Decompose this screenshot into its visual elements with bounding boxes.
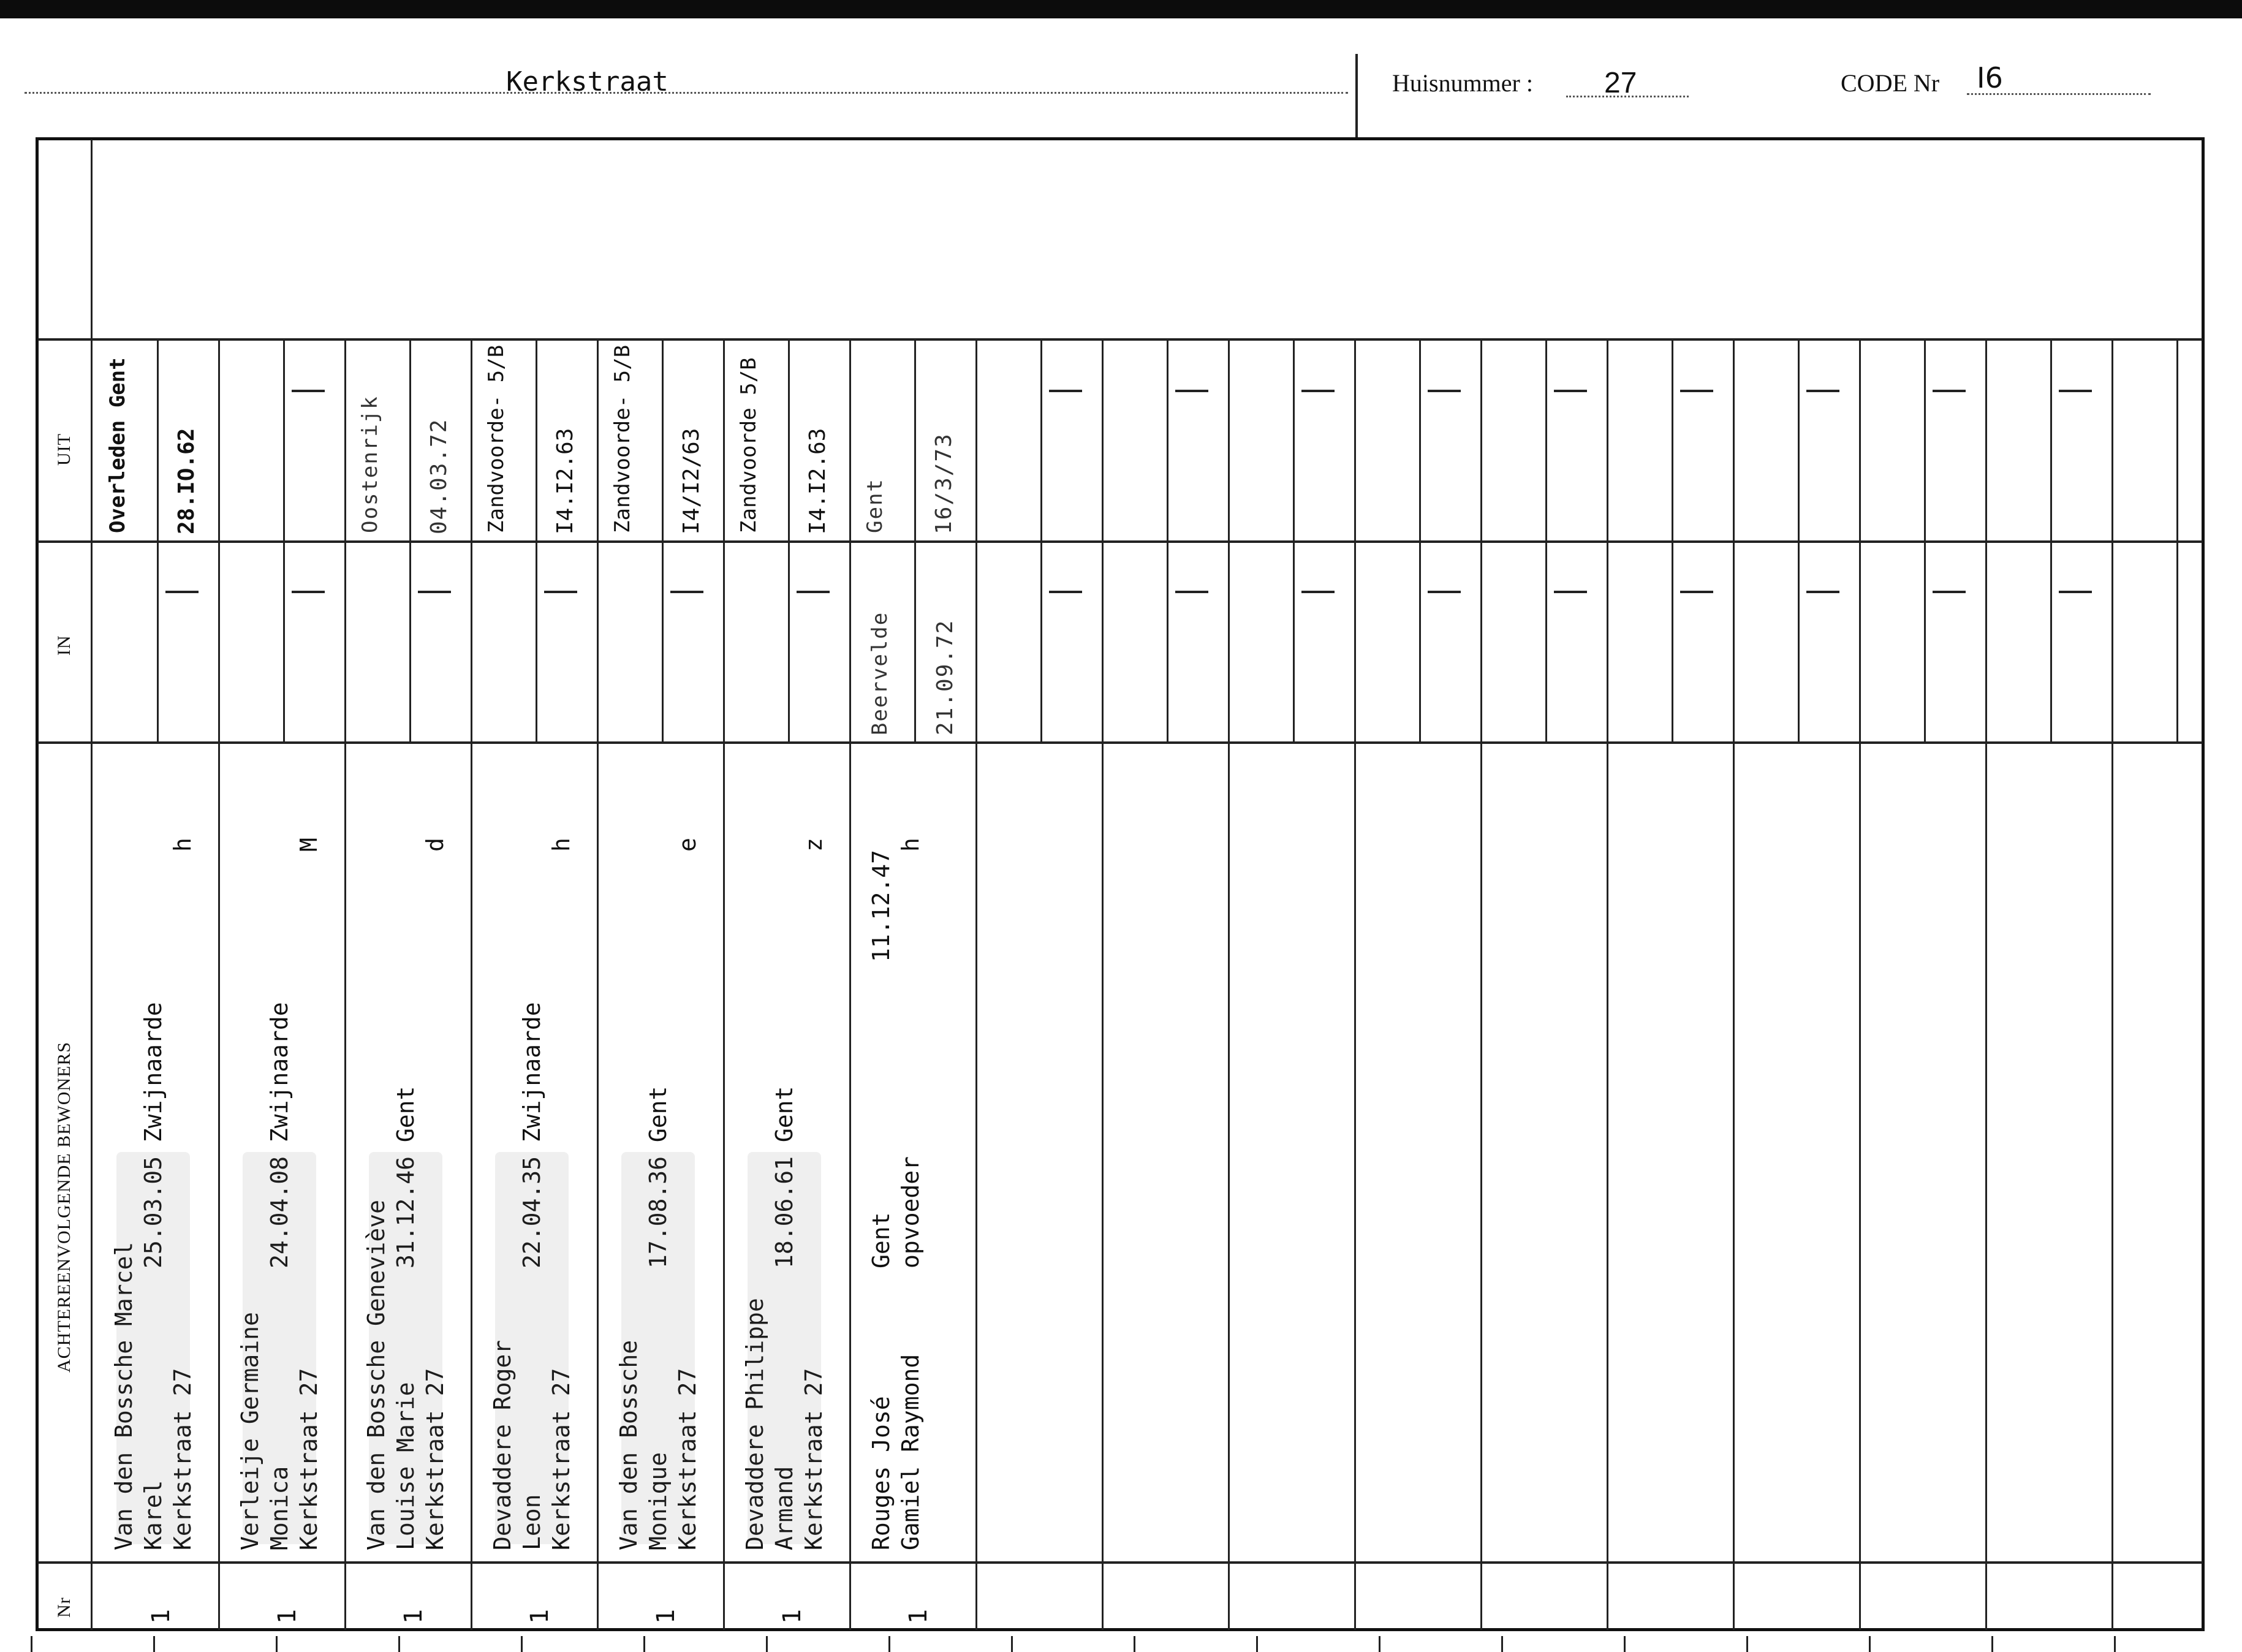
column-divider xyxy=(218,338,220,1630)
scan-smudge xyxy=(116,1152,190,1544)
sub-column-divider xyxy=(1545,338,1547,741)
nr-label: Nr xyxy=(54,1597,74,1618)
bottom-tick xyxy=(1379,1636,1380,1652)
sub-column-divider xyxy=(1672,338,1673,741)
resident-d: h xyxy=(169,838,196,852)
uit-date: I4/I2/63 xyxy=(679,428,704,534)
empty-dash xyxy=(1428,591,1461,593)
in-dash xyxy=(797,591,830,593)
resident-a: Gamiel Raymond xyxy=(897,1354,924,1550)
scan-smudge xyxy=(243,1152,316,1544)
column-divider xyxy=(849,338,851,1630)
column-divider xyxy=(1480,338,1482,1630)
resident-a: Leon xyxy=(518,1494,545,1550)
uit-date: I4.I2.63 xyxy=(553,428,578,534)
sub-column-divider xyxy=(409,338,411,741)
column-divider xyxy=(723,338,725,1630)
uit-in-rule xyxy=(38,540,2202,543)
scan-top-band xyxy=(0,0,2242,18)
bottom-tick xyxy=(398,1636,400,1652)
empty-dash xyxy=(2059,591,2092,593)
sub-column-divider xyxy=(788,338,790,741)
empty-dash xyxy=(1554,390,1587,392)
empty-dash xyxy=(1049,390,1082,392)
row-number: 1 xyxy=(526,1608,554,1624)
empty-dash xyxy=(1933,591,1966,593)
column-divider xyxy=(975,338,977,1630)
row-number: 1 xyxy=(904,1608,933,1624)
uit-place: Overleden Gent xyxy=(105,357,130,533)
residents-nr-rule xyxy=(38,1561,2202,1564)
resident-d: e xyxy=(674,838,701,852)
resident-b: 31.12.46 Gent xyxy=(392,1086,419,1268)
empty-dash xyxy=(1301,390,1335,392)
resident-a: Devaddere Roger xyxy=(489,1339,516,1550)
sub-column-divider xyxy=(2050,338,2052,741)
empty-dash xyxy=(2059,390,2092,392)
row-number: 1 xyxy=(652,1608,680,1624)
resident-a: Armand xyxy=(771,1466,798,1550)
empty-dash xyxy=(1049,591,1082,593)
sub-column-divider xyxy=(1167,338,1168,741)
in-place: Beervelde xyxy=(868,611,892,735)
uit-place: Zandvoorde- 5/B xyxy=(484,344,509,533)
street-name: Kerkstraat xyxy=(506,66,668,97)
empty-dash xyxy=(1680,390,1713,392)
resident-b: 18.06.61 Gent xyxy=(771,1086,798,1268)
label-column-divider xyxy=(91,140,93,1630)
sub-column-divider xyxy=(536,338,537,741)
bottom-tick xyxy=(643,1636,645,1652)
empty-dash xyxy=(1806,591,1839,593)
empty-dash xyxy=(1680,591,1713,593)
empty-dash xyxy=(1175,591,1208,593)
in-date: 21.09.72 xyxy=(933,619,958,735)
resident-a: Van den Bossche Geneviève xyxy=(363,1200,390,1550)
bottom-tick xyxy=(1746,1636,1748,1652)
bottom-tick xyxy=(276,1636,278,1652)
column-divider xyxy=(1985,338,1987,1630)
resident-c: 11.12.47 xyxy=(868,849,895,962)
bottom-tick xyxy=(2114,1636,2116,1652)
bottom-tick xyxy=(1134,1636,1135,1652)
column-divider xyxy=(1354,338,1356,1630)
sub-column-divider xyxy=(914,338,916,741)
sub-column-divider xyxy=(1924,338,1926,741)
resident-a: Rouges José xyxy=(868,1396,895,1550)
sub-column-divider xyxy=(2176,338,2178,741)
uit-place: Zandvoorde 5/B xyxy=(737,357,761,533)
scan-smudge xyxy=(621,1152,695,1544)
column-divider xyxy=(471,338,472,1630)
bottom-tick xyxy=(1256,1636,1258,1652)
bottom-tick xyxy=(1011,1636,1013,1652)
house-number-dotted-line xyxy=(1566,96,1689,97)
header-separator xyxy=(1355,54,1358,137)
resident-a: Kerkstraat 27 xyxy=(422,1368,449,1550)
resident-b: Gent xyxy=(868,1212,895,1268)
column-divider xyxy=(1228,338,1230,1630)
scan-smudge xyxy=(748,1152,821,1544)
row-number: 1 xyxy=(400,1608,428,1624)
code-dotted-line xyxy=(1967,93,2151,95)
in-label: IN xyxy=(54,635,74,656)
in-dash xyxy=(670,591,703,593)
column-divider xyxy=(1733,338,1735,1630)
row-number: 1 xyxy=(147,1608,175,1624)
column-divider xyxy=(1607,338,1608,1630)
resident-a: Karel xyxy=(140,1480,167,1550)
sub-column-divider xyxy=(283,338,285,741)
resident-d: d xyxy=(422,838,449,852)
in-dash xyxy=(544,591,577,593)
bottom-tick xyxy=(31,1636,32,1652)
bottom-tick xyxy=(153,1636,155,1652)
row-number: 1 xyxy=(778,1608,806,1624)
uit-date: 28.IO.62 xyxy=(174,428,199,534)
sub-column-divider xyxy=(1293,338,1295,741)
uit-top-rule xyxy=(38,338,2202,341)
in-residents-rule xyxy=(38,741,2202,744)
sub-column-divider xyxy=(1040,338,1042,741)
resident-b: opvoeder xyxy=(897,1156,924,1268)
bottom-tick xyxy=(521,1636,523,1652)
resident-a: Verleije Germaine xyxy=(237,1312,263,1550)
street-dotted-line xyxy=(25,92,1348,94)
resident-line xyxy=(866,754,896,1550)
column-divider xyxy=(344,338,346,1630)
resident-a: Monique xyxy=(645,1452,672,1550)
scan-smudge xyxy=(495,1152,569,1544)
bottom-tick xyxy=(1869,1636,1871,1652)
code-value: I6 xyxy=(1977,61,2003,94)
in-dash xyxy=(418,591,451,593)
resident-a: Monica xyxy=(266,1466,293,1550)
resident-a: Kerkstraat 27 xyxy=(169,1368,196,1550)
resident-d: h xyxy=(548,838,575,852)
resident-a: Kerkstraat 27 xyxy=(548,1368,575,1550)
empty-dash xyxy=(1428,390,1461,392)
code-label: CODE Nr xyxy=(1841,69,1940,97)
empty-dash xyxy=(1933,390,1966,392)
uit-label: UIT xyxy=(54,433,74,466)
resident-a: Kerkstraat 27 xyxy=(800,1368,827,1550)
resident-d: z xyxy=(800,838,827,852)
resident-b: 24.04.08 Zwijnaarde xyxy=(266,1002,293,1268)
column-divider xyxy=(1859,338,1861,1630)
uit-date: I4.I2.63 xyxy=(805,428,830,534)
resident-b: 17.08.36 Gent xyxy=(645,1086,672,1268)
in-dash xyxy=(292,591,325,593)
column-divider xyxy=(2111,338,2113,1630)
bottom-tick xyxy=(1501,1636,1503,1652)
resident-d: h xyxy=(897,838,924,852)
empty-dash xyxy=(1554,591,1587,593)
empty-dash xyxy=(1806,390,1839,392)
resident-a: Van den Bossche Marcel xyxy=(110,1241,137,1550)
resident-entry xyxy=(866,754,925,1550)
column-divider xyxy=(597,338,599,1630)
sub-column-divider xyxy=(1419,338,1421,741)
resident-b: 25.03.05 Zwijnaarde xyxy=(140,1002,167,1268)
bottom-tick xyxy=(888,1636,890,1652)
resident-d: M xyxy=(295,838,322,852)
resident-line xyxy=(896,754,925,1550)
sub-column-divider xyxy=(1798,338,1800,741)
sub-column-divider xyxy=(662,338,664,741)
bottom-tick xyxy=(766,1636,768,1652)
resident-b: 22.04.35 Zwijnaarde xyxy=(518,1002,545,1268)
row-number: 1 xyxy=(273,1608,301,1624)
in-dash xyxy=(165,591,199,593)
empty-dash xyxy=(1301,591,1335,593)
uit-date: 16/3/73 xyxy=(931,433,956,534)
sub-column-divider xyxy=(157,338,159,741)
uit-dash xyxy=(292,390,325,392)
house-number-value: 27 xyxy=(1604,67,1637,99)
uit-date: 04.03.72 xyxy=(426,418,452,534)
resident-a: Van den Bossche xyxy=(615,1339,642,1550)
uit-place: Gent xyxy=(863,478,887,533)
uit-place: Oostenrijk xyxy=(358,395,382,533)
house-number-label: Huisnummer : xyxy=(1392,69,1533,97)
resident-a: Kerkstraat 27 xyxy=(295,1368,322,1550)
resident-a: Kerkstraat 27 xyxy=(674,1368,701,1550)
residents-label: ACHTEREENVOLGENDE BEWONERS xyxy=(54,1041,74,1373)
empty-dash xyxy=(1175,390,1208,392)
scan-smudge xyxy=(369,1152,442,1544)
resident-a: Louise Marie xyxy=(392,1382,419,1550)
uit-place: Zandvoorde- 5/B xyxy=(610,344,635,533)
column-divider xyxy=(1102,338,1104,1630)
bottom-tick xyxy=(1991,1636,1993,1652)
resident-a: Devaddere Philippe xyxy=(741,1298,768,1550)
bottom-tick xyxy=(1624,1636,1626,1652)
